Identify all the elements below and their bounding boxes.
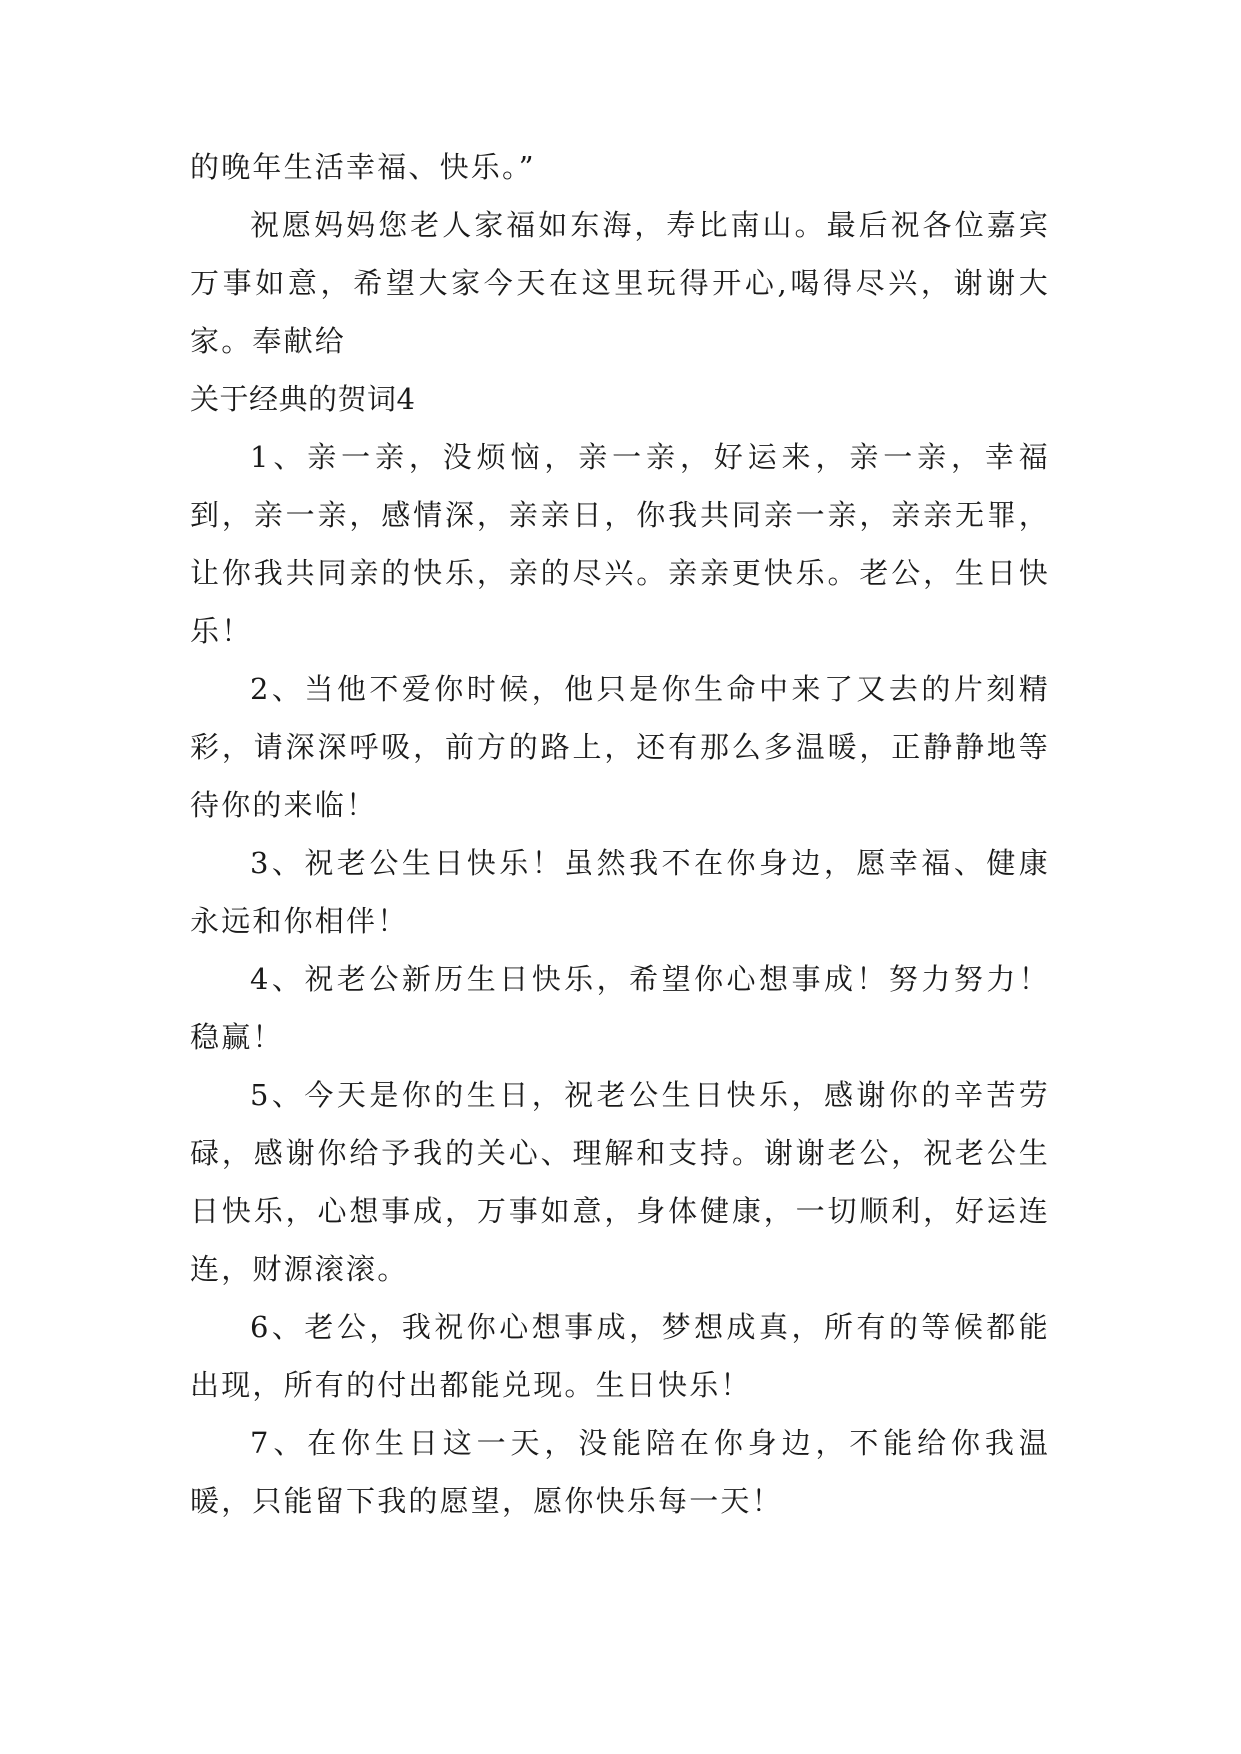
paragraph-wish: 祝愿妈妈您老人家福如东海，寿比南山。最后祝各位嘉宾万事如意，希望大家今天在这里玩得开心,喝得尽兴，谢谢大家。奉献给 [190, 208, 1050, 358]
paragraph-continuation: 的晚年生活幸福、快乐。” [190, 150, 536, 184]
list-item-5: 5、今天是你的生日，祝老公生日快乐，感谢你的辛苦劳碌，感谢你给予我的关心、理解和支持。谢谢老公，祝老公生日快乐，心想事成，万事如意，身体健康，一切顺利，好运连连，财源滚滚。 [190, 1078, 1050, 1286]
section-title: 关于经典的贺词4 [190, 382, 416, 416]
list-item-7: 7、在你生日这一天，没能陪在你身边，不能给你我温暖，只能留下我的愿望，愿你快乐每一天！ [190, 1426, 1050, 1518]
document-body [190, 138, 1050, 1530]
list-item-3: 3、祝老公生日快乐！虽然我不在你身边，愿幸福、健康永远和你相伴！ [190, 846, 1050, 938]
list-item-2: 2、当他不爱你时候，他只是你生命中来了又去的片刻精彩，请深深呼吸，前方的路上，还有那么多温暖，正静静地等待你的来临！ [190, 672, 1050, 822]
list-item-4: 4、祝老公新历生日快乐，希望你心想事成！努力努力！稳赢！ [190, 962, 1050, 1054]
list-item-1: 1、亲一亲，没烦恼，亲一亲，好运来，亲一亲，幸福到，亲一亲，感情深，亲亲日，你我共同亲一亲，亲亲无罪，让你我共同亲的快乐，亲的尽兴。亲亲更快乐。老公，生日快乐！ [190, 440, 1050, 648]
list-item-6: 6、老公，我祝你心想事成，梦想成真，所有的等候都能出现，所有的付出都能兑现。生日快乐！ [190, 1310, 1050, 1402]
